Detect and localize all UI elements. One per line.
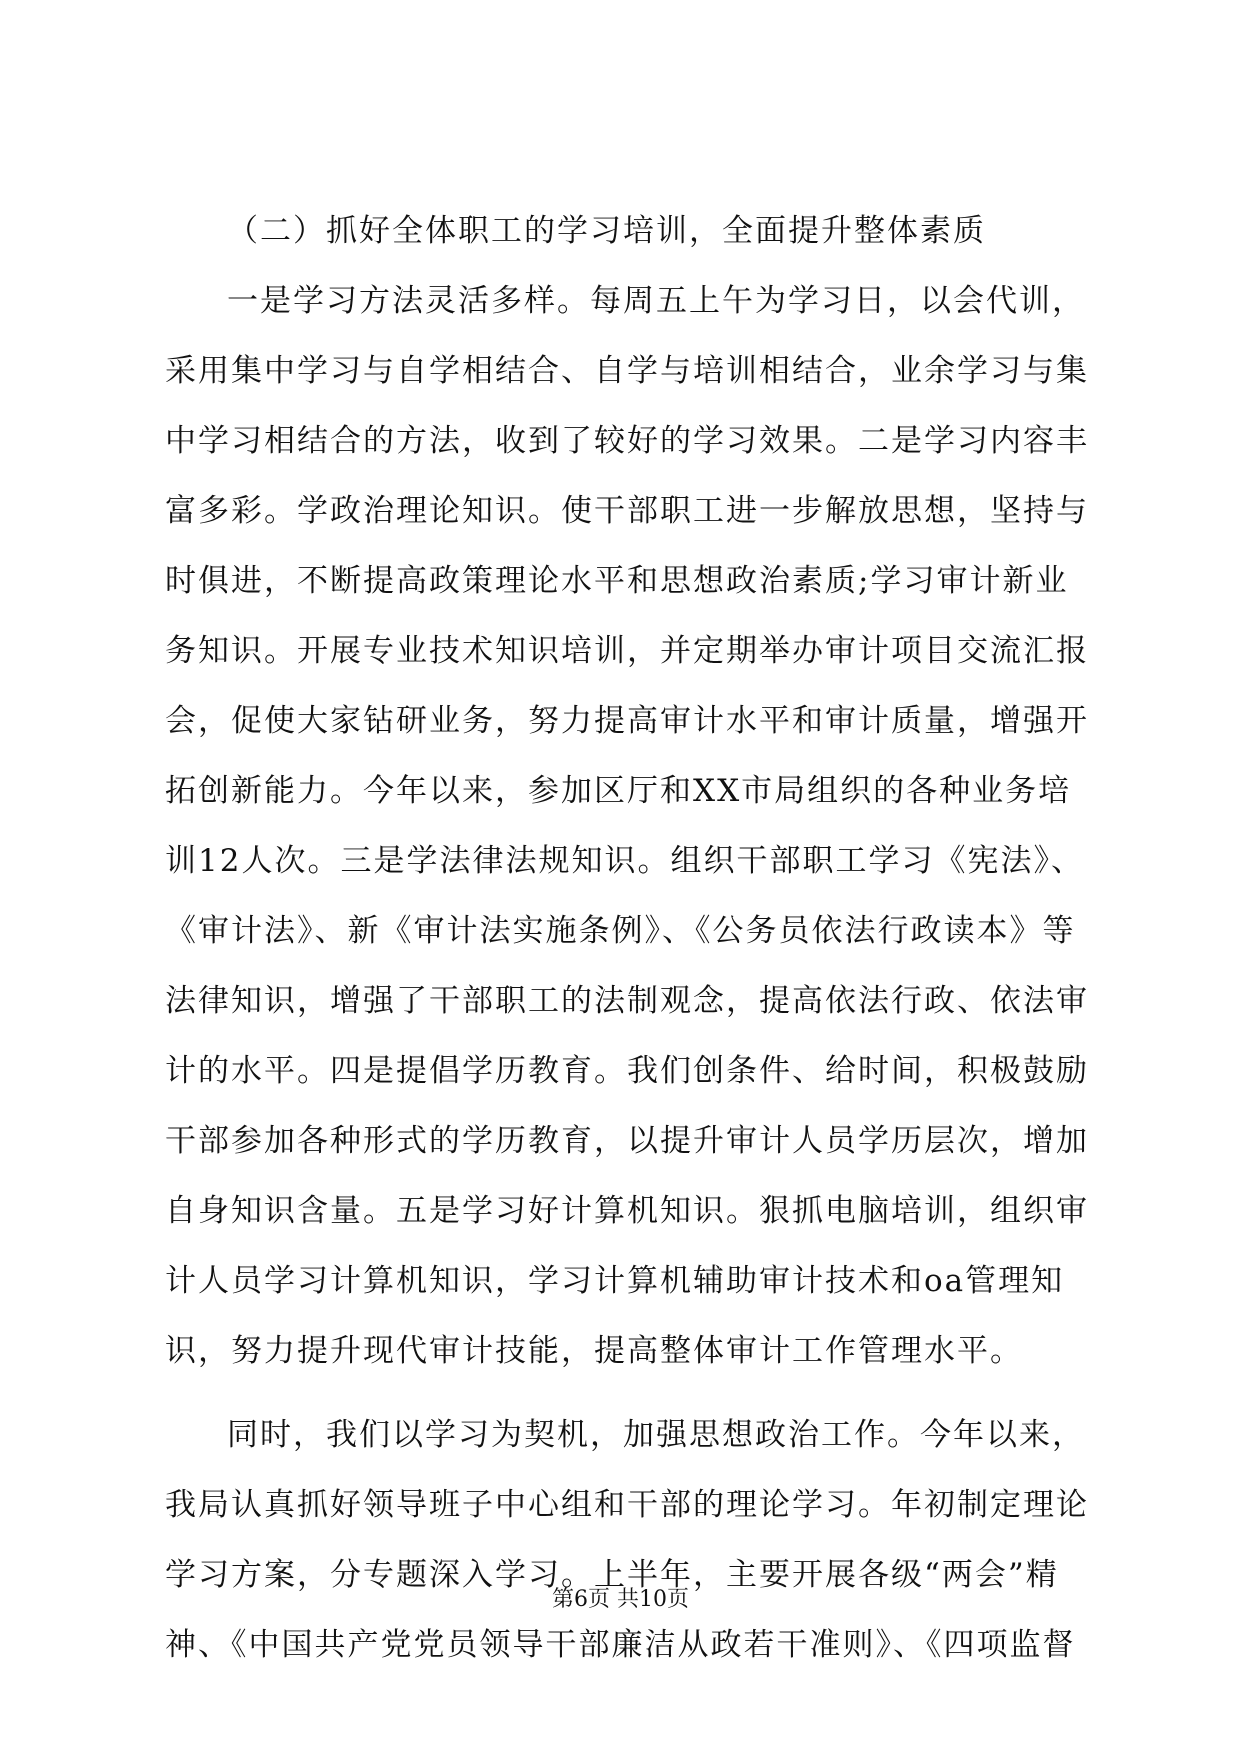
paragraph-line: 富多彩。学政治理论知识。使干部职工进一步解放思想，坚持与	[165, 493, 1089, 529]
page-number-footer: 第6页 共10页	[552, 1587, 689, 1612]
paragraph-line: 采用集中学习与自学相结合、自学与培训相结合，业余学习与集	[165, 353, 1089, 389]
paragraph-line: 时俱进，不断提高政策理论水平和思想政治素质;学习审计新业	[165, 563, 1069, 599]
paragraph-line: 拓创新能力。今年以来，参加区厅和XX市局组织的各种业务培	[165, 773, 1072, 809]
paragraph-1	[165, 266, 1095, 1386]
paragraph-line: 同时，我们以学习为契机，加强思想政治工作。今年以来，	[227, 1417, 1085, 1453]
paragraph-line: 学习方案，分专题深入学习。上半年，主要开展各级“两会”精	[165, 1557, 1059, 1593]
paragraph-line: 我局认真抓好领导班子中心组和干部的理论学习。年初制定理论	[165, 1487, 1089, 1523]
paragraph-line: 一是学习方法灵活多样。每周五上午为学习日，以会代训，	[227, 283, 1085, 319]
paragraph-line: 自身知识含量。五是学习好计算机知识。狠抓电脑培训，组织审	[165, 1193, 1089, 1229]
paragraph-line: 训12人次。三是学法律法规知识。组织干部职工学习《宪法》、	[165, 843, 1084, 879]
paragraph-line: 法律知识，增强了干部职工的法制观念，提高依法行政、依法审	[165, 983, 1089, 1019]
paragraph-2	[165, 1400, 1095, 1680]
paragraph-line: 识，努力提升现代审计技能，提高整体审计工作管理水平。	[165, 1333, 1023, 1369]
paragraph-line: 干部参加各种形式的学历教育，以提升审计人员学历层次，增加	[165, 1123, 1089, 1159]
paragraph-line: 计人员学习计算机知识，学习计算机辅助审计技术和oa管理知	[165, 1263, 1065, 1299]
document-body	[165, 196, 1095, 1680]
paragraph-line: 务知识。开展专业技术知识培训，并定期举办审计项目交流汇报	[165, 633, 1089, 669]
paragraph-line: 中学习相结合的方法，收到了较好的学习效果。二是学习内容丰	[165, 423, 1089, 459]
paragraph-line: 会，促使大家钻研业务，努力提高审计水平和审计质量，增强开	[165, 703, 1089, 739]
paragraph-line: 神、《中国共产党党员领导干部廉洁从政若干准则》、《四项监督	[165, 1627, 1076, 1663]
paragraph-line: 《审计法》、新《审计法实施条例》、《公务员依法行政读本》等	[165, 913, 1076, 949]
section-heading: （二）抓好全体职工的学习培训，全面提升整体素质	[227, 213, 986, 249]
paragraph-line: 计的水平。四是提倡学历教育。我们创条件、给时间，积极鼓励	[165, 1053, 1089, 1089]
paragraph-spacer	[165, 1386, 1095, 1400]
